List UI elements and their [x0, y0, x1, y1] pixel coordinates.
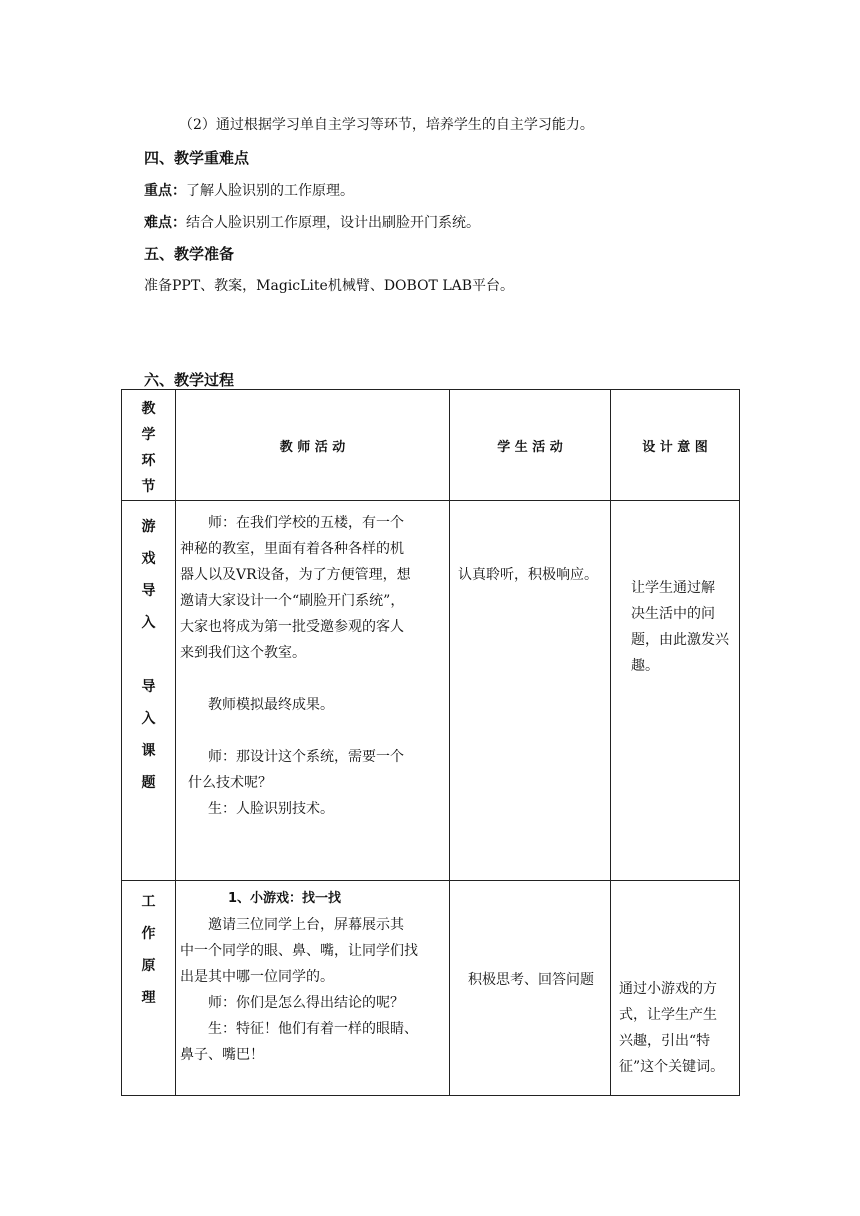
header-stage-char: 教 [141, 401, 156, 417]
difficult-point-label: 难点： [144, 215, 186, 231]
teacher-line: 邀请三位同学上台，屏幕展示其 [208, 917, 404, 933]
header-stage-char: 学 [141, 427, 156, 443]
stage-cell [122, 881, 176, 1096]
teacher-activity-cell [176, 881, 450, 1096]
stage-char: 原 [141, 958, 156, 974]
teacher-line: 师：那设计这个系统，需要一个 [208, 749, 404, 765]
teacher-line: 生：人脸识别技术。 [208, 801, 334, 817]
teacher-section-title: 1、小游戏：找一找 [228, 891, 342, 906]
section-6-title: 六、教学过程 [144, 371, 235, 389]
student-activity-cell [450, 881, 611, 1096]
table-header-row [122, 390, 740, 501]
section-5-title: 五、教学准备 [144, 245, 235, 263]
difficult-point [144, 212, 480, 232]
key-point [144, 180, 354, 200]
header-stage [122, 390, 176, 501]
teacher-line: 邀请大家设计一个“刷脸开门系统”， [180, 593, 405, 609]
design-line: 兴趣，引出“特 [619, 1033, 711, 1049]
student-activity-cell [450, 501, 611, 881]
stage-char: 导 [141, 679, 156, 695]
stage-char: 题 [141, 775, 156, 791]
design-line: 通过小游戏的方 [619, 981, 717, 997]
stage-char: 工 [141, 894, 156, 910]
teacher-line: 中一个同学的眼、鼻、嘴，让同学们找 [180, 943, 418, 959]
table-row [122, 501, 740, 881]
design-line: 题，由此激发兴 [631, 632, 729, 648]
header-stage-char: 节 [141, 479, 156, 495]
stage-char: 导 [141, 583, 156, 599]
teacher-line: 神秘的教室，里面有着各种各样的机 [180, 541, 404, 557]
key-point-text: 了解人脸识别的工作原理。 [186, 183, 354, 199]
teacher-line: 来到我们这个教室。 [180, 645, 306, 661]
stage-char: 课 [141, 743, 156, 759]
difficult-point-text: 结合人脸识别工作原理，设计出刷脸开门系统。 [186, 215, 480, 231]
key-point-label: 重点： [144, 183, 186, 199]
student-activity: 认真聆听，积极响应。 [458, 567, 598, 583]
design-intent-cell [611, 881, 740, 1096]
header-stage-char: 环 [141, 453, 156, 469]
stage-char: 作 [141, 926, 156, 942]
prep-text: 准备PPT、教案，MagicLite机械臂、DOBOT LAB平台。 [144, 278, 515, 294]
section-4-title: 四、教学重难点 [144, 149, 250, 167]
teacher-line: 出是其中哪一位同学的。 [180, 969, 334, 985]
student-activity: 积极思考、回答问题 [468, 972, 594, 988]
design-line: 决生活中的问 [631, 606, 715, 622]
design-line: 式，让学生产生 [619, 1007, 717, 1023]
stage-char: 游 [141, 519, 156, 535]
design-line: 征”这个关键词。 [619, 1059, 725, 1075]
stage-char: 戏 [141, 551, 156, 567]
header-student: 学 生 活 动 [450, 390, 611, 501]
design-line: 趣。 [631, 658, 659, 674]
table-row [122, 881, 740, 1096]
teacher-line: 师：在我们学校的五楼，有一个 [208, 515, 404, 531]
teacher-activity-cell [176, 501, 450, 881]
stage-char: 入 [141, 615, 156, 631]
stage-char: 入 [141, 711, 156, 727]
design-line: 让学生通过解 [631, 580, 715, 596]
teaching-process-table [121, 389, 740, 1096]
teacher-line: 教师模拟最终成果。 [208, 697, 334, 713]
design-intent-cell [611, 501, 740, 881]
teacher-line: 生：特征！他们有着一样的眼睛、 [208, 1021, 418, 1037]
header-design: 设 计 意 图 [611, 390, 740, 501]
teacher-line: 鼻子、嘴巴！ [180, 1047, 264, 1063]
stage-char: 理 [141, 990, 156, 1006]
header-teacher: 教 师 活 动 [176, 390, 450, 501]
objective-2: （2）通过根据学习单自主学习等环节，培养学生的自主学习能力。 [179, 117, 594, 133]
teacher-line: 师：你们是怎么得出结论的呢？ [208, 995, 404, 1011]
stage-cell [122, 501, 176, 881]
teacher-line: 什么技术呢？ [188, 775, 272, 791]
teacher-line: 器人以及VR设备，为了方便管理，想 [180, 567, 411, 583]
teacher-line: 大家也将成为第一批受邀参观的客人 [180, 619, 404, 635]
